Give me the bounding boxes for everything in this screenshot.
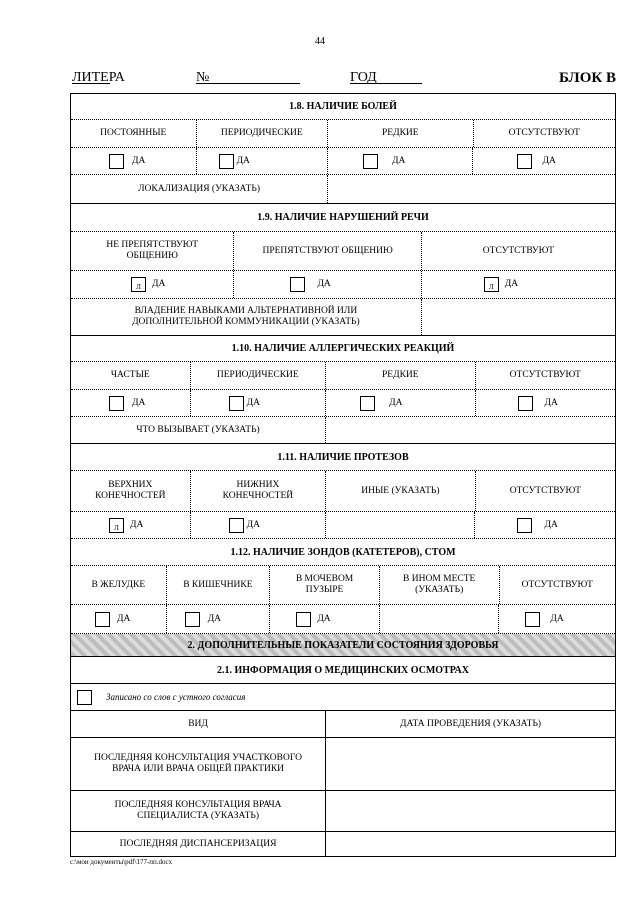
exam-row-label: ПОСЛЕДНЯЯ КОНСУЛЬТАЦИЯ УЧАСТКОВОГО ВРАЧА ИЛИ ВРАЧА ОБЩЕЙ ПРАКТИКИ — [71, 738, 326, 790]
allergy-cause-input[interactable] — [326, 417, 615, 443]
verbal-consent-option[interactable] — [71, 684, 615, 710]
checkbox[interactable]: Л — [131, 277, 146, 292]
checkbox[interactable] — [290, 277, 305, 292]
checkbox[interactable] — [109, 154, 124, 169]
checkbox[interactable] — [517, 154, 532, 169]
col-periodic: ПЕРИОДИЧЕСКИЕ — [197, 120, 329, 147]
col-not-hinder: НЕ ПРЕПЯТСТВУЮТ ОБЩЕНИЮ — [71, 232, 234, 270]
probe-other-input[interactable] — [380, 605, 499, 633]
litera-label: ЛИТЕРА — [72, 70, 125, 85]
checkbox[interactable] — [360, 396, 375, 411]
section-2-1-title: 2.1. ИНФОРМАЦИЯ О МЕДИЦИНСКИХ ОСМОТРАХ — [71, 657, 615, 684]
checkbox[interactable] — [518, 396, 533, 411]
file-path-footer: c:\мои документы\pdf\177-пп.docx — [70, 858, 173, 866]
col-allergy-absent: ОТСУТСТВУЮТ — [509, 370, 581, 380]
prosthesis-other-input[interactable] — [326, 512, 475, 538]
pain-periodic-option[interactable]: ДА — [197, 148, 328, 174]
section-1-12-title: 1.12. НАЛИЧИЕ ЗОНДОВ (КАТЕТЕРОВ), СТОМ — [71, 539, 615, 566]
exam-date-input[interactable] — [326, 738, 615, 790]
exam-row-label: ПОСЛЕДНЯЯ КОНСУЛЬТАЦИЯ ВРАЧА СПЕЦИАЛИСТА (УКАЗАТЬ) — [71, 791, 326, 831]
probe-intestine-option[interactable]: ДА — [167, 605, 271, 633]
checkbox[interactable] — [363, 154, 378, 169]
col-exam-type: ВИД — [71, 711, 326, 737]
checkbox[interactable] — [109, 396, 124, 411]
col-absent: ОТСУТСТВУЮТ — [508, 128, 580, 138]
probe-bladder-option[interactable]: ДА — [270, 605, 380, 633]
section-1-8-title: 1.8. НАЛИЧИЕ БОЛЕЙ — [71, 94, 615, 120]
checkbox[interactable] — [95, 612, 110, 627]
page-number: 44 — [315, 36, 325, 47]
section-1-9-title: 1.9. НАЛИЧИЕ НАРУШЕНИЙ РЕЧИ — [71, 204, 615, 232]
col-hinder: ПРЕПЯТСТВУЮТ ОБЩЕНИЮ — [234, 232, 421, 270]
col-upper-limbs: ВЕРХНИХ КОНЕЧНОСТЕЙ — [71, 471, 191, 511]
allergy-frequent-option[interactable]: ДА — [71, 390, 191, 416]
col-bladder: В МОЧЕВОМ ПУЗЫРЕ — [270, 566, 380, 604]
col-intestine: В КИШЕЧНИКЕ — [167, 566, 271, 604]
exam-row-label: ПОСЛЕДНЯЯ ДИСПАНСЕРИЗАЦИЯ — [71, 832, 326, 856]
checkbox[interactable] — [185, 612, 200, 627]
exam-date-input[interactable] — [326, 832, 615, 856]
prosthesis-absent-option[interactable]: ДА — [475, 512, 615, 538]
section-2-title: 2. ДОПОЛНИТЕЛЬНЫЕ ПОКАЗАТЕЛИ СОСТОЯНИЯ ЗДОРОВЬЯ — [71, 634, 615, 657]
checkbox[interactable] — [525, 612, 540, 627]
col-other: ИНЫЕ (УКАЗАТЬ) — [326, 471, 475, 511]
alt-communication-label: ВЛАДЕНИЕ НАВЫКАМИ АЛЬТЕРНАТИВНОЙ ИЛИ ДОПОЛНИТЕЛЬНОЙ КОММУНИКАЦИИ (УКАЗАТЬ) — [71, 299, 422, 335]
alt-communication-input[interactable] — [422, 299, 615, 335]
section-1-11-title: 1.11. НАЛИЧИЕ ПРОТЕЗОВ — [71, 444, 615, 471]
col-rare: РЕДКИЕ — [328, 120, 473, 147]
exam-date-input[interactable] — [326, 791, 615, 831]
col-lower-limbs: НИЖНИХ КОНЕЧНОСТЕЙ — [191, 471, 327, 511]
col-prosthesis-absent: ОТСУТСТВУЮТ — [509, 485, 581, 496]
form-header — [72, 70, 616, 88]
col-probe-absent: ОТСУТСТВУЮТ — [521, 579, 593, 590]
block-label: БЛОК В — [558, 70, 616, 86]
checkbox[interactable] — [229, 396, 244, 411]
checkbox[interactable] — [219, 154, 234, 169]
checkbox[interactable]: Л — [484, 277, 499, 292]
pain-absent-option[interactable]: ДА — [473, 148, 615, 174]
checkbox[interactable] — [77, 690, 92, 705]
pain-rare-option[interactable]: ДА — [328, 148, 473, 174]
speech-not-hinder-option[interactable]: Л ДА — [71, 271, 234, 298]
form-table — [70, 93, 616, 857]
pain-constant-option[interactable]: ДА — [71, 148, 197, 174]
col-speech-absent: ОТСУТСТВУЮТ — [482, 245, 554, 256]
checkbox[interactable] — [229, 518, 244, 533]
col-allergy-periodic: ПЕРИОДИЧЕСКИЕ — [191, 362, 327, 389]
localization-input[interactable] — [328, 175, 615, 203]
prosthesis-lower-option[interactable]: ДА — [191, 512, 327, 538]
checkbox[interactable] — [517, 518, 532, 533]
col-other-place: В ИНОМ МЕСТЕ (УКАЗАТЬ) — [380, 566, 500, 604]
col-constant: ПОСТОЯННЫЕ — [71, 120, 197, 147]
number-label: № — [196, 70, 210, 85]
allergy-rare-option[interactable]: ДА — [326, 390, 475, 416]
probe-absent-option[interactable]: ДА — [499, 605, 615, 633]
speech-hinder-option[interactable]: ДА — [234, 271, 421, 298]
allergy-absent-option[interactable]: ДА — [476, 390, 616, 416]
year-label: ГОД — [350, 70, 377, 85]
verbal-consent-label: Записано со слов с устного согласия — [106, 691, 246, 702]
section-1-10-title: 1.10. НАЛИЧИЕ АЛЛЕРГИЧЕСКИХ РЕАКЦИЙ — [71, 336, 615, 362]
col-allergy-rare: РЕДКИЕ — [326, 362, 475, 389]
col-frequent: ЧАСТЫЕ — [71, 362, 191, 389]
col-stomach: В ЖЕЛУДКЕ — [71, 566, 167, 604]
probe-stomach-option[interactable]: ДА — [71, 605, 167, 633]
allergy-cause-label: ЧТО ВЫЗЫВАЕТ (УКАЗАТЬ) — [71, 417, 326, 443]
prosthesis-upper-option[interactable]: Л ДА — [71, 512, 191, 538]
checkbox[interactable]: Л — [109, 518, 124, 533]
checkbox[interactable] — [296, 612, 311, 627]
speech-absent-option[interactable]: Л ДА — [422, 271, 615, 298]
localization-label: ЛОКАЛИЗАЦИЯ (УКАЗАТЬ) — [71, 175, 328, 203]
col-exam-date: ДАТА ПРОВЕДЕНИЯ (УКАЗАТЬ) — [399, 718, 542, 729]
allergy-periodic-option[interactable]: ДА — [191, 390, 327, 416]
